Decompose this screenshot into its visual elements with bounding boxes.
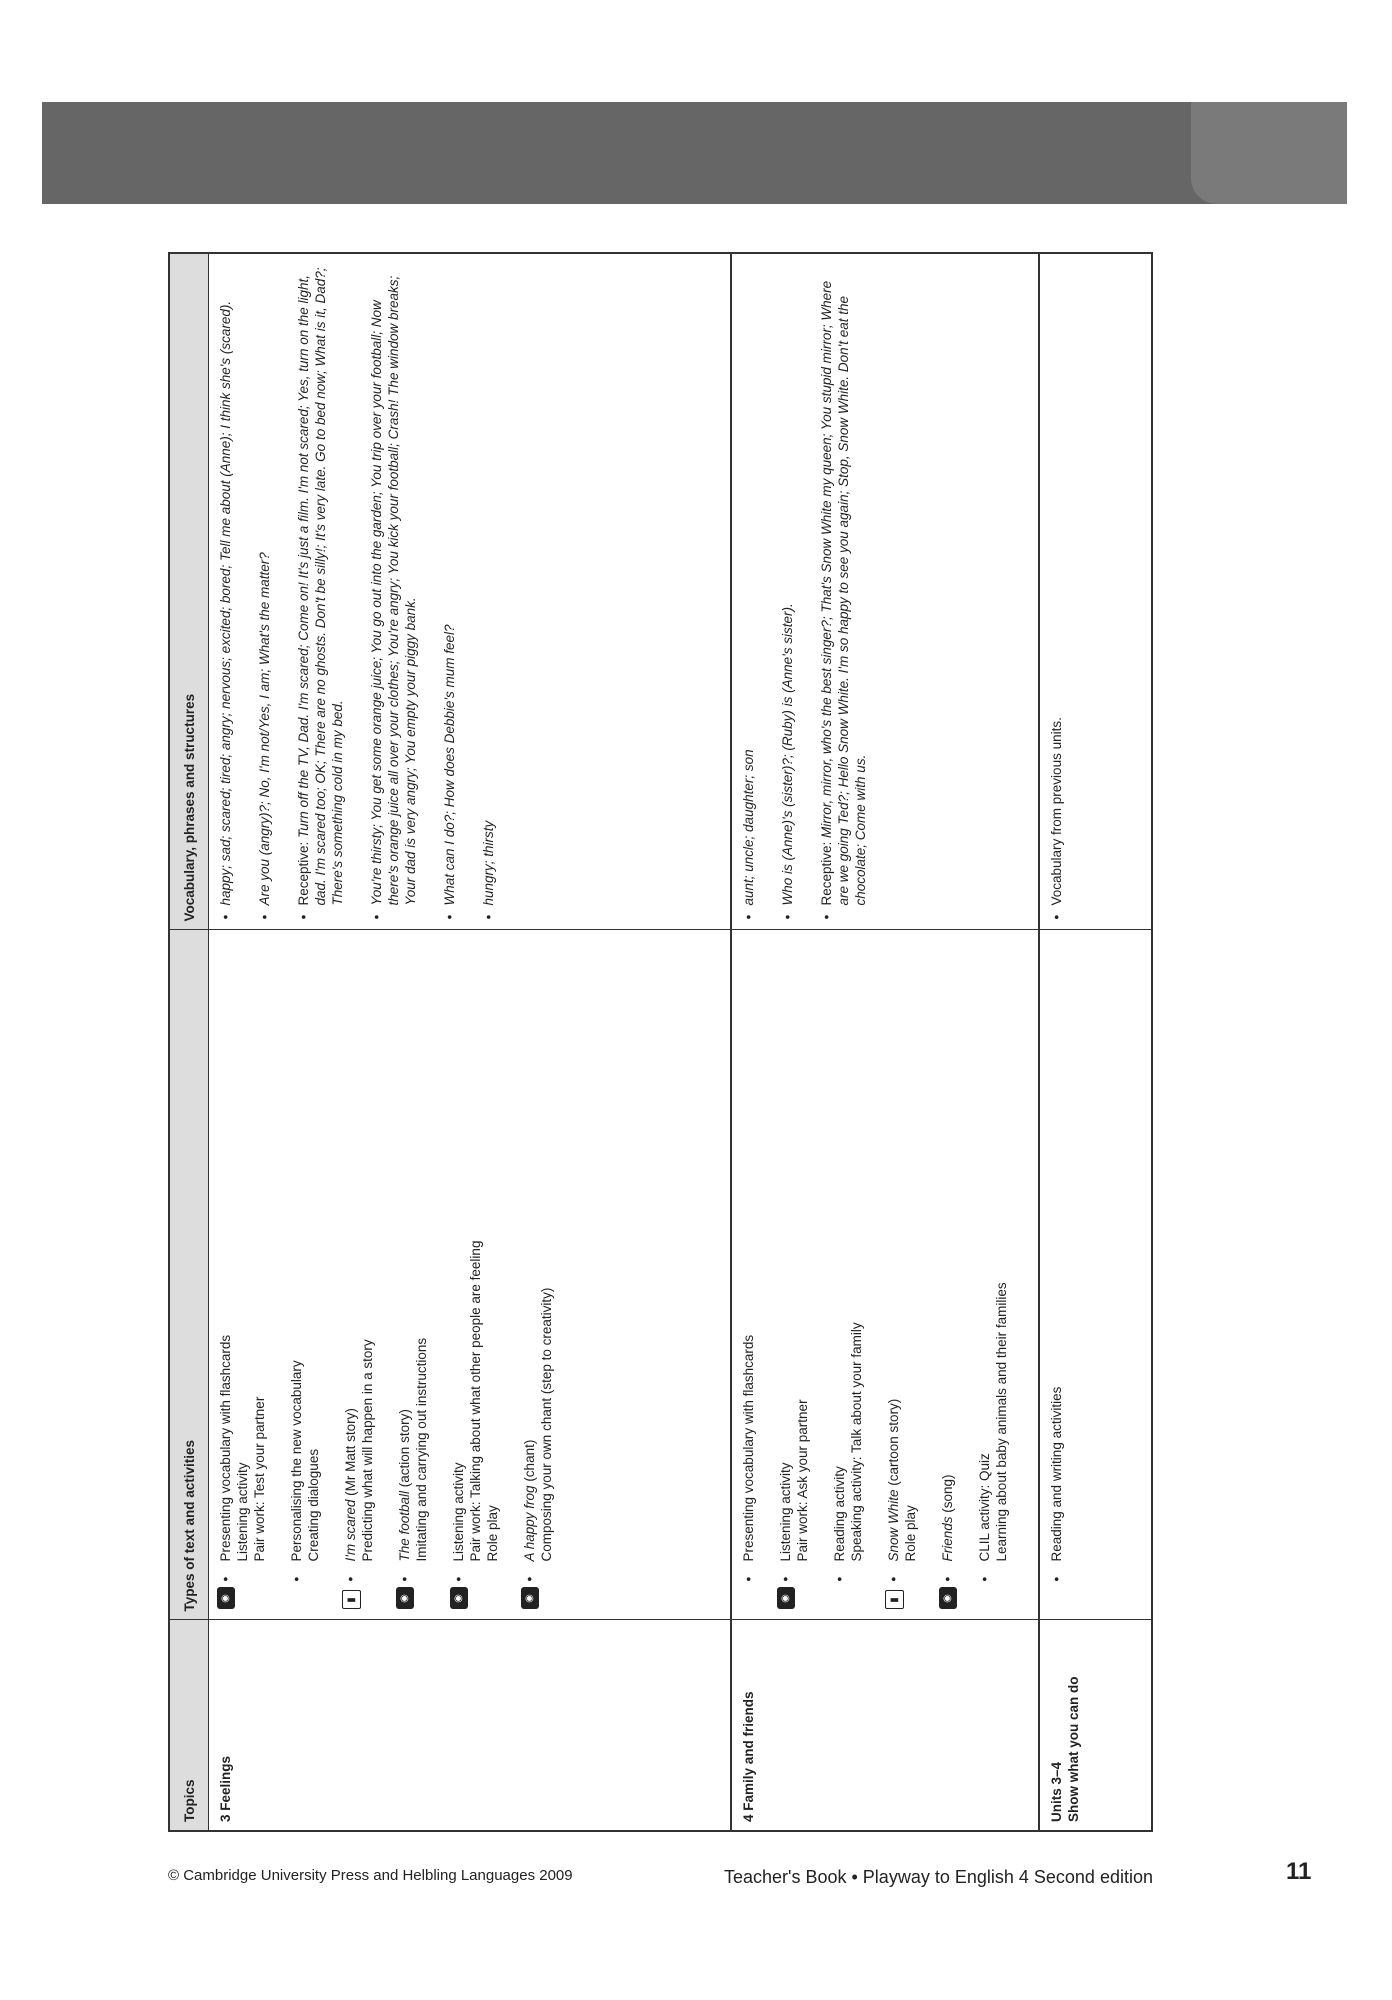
activity-line: Presenting vocabulary with flashcards xyxy=(740,1334,756,1562)
activity-item xyxy=(740,939,757,1612)
activity-item xyxy=(450,939,501,1612)
vocabulary-item: • Who is (Anne)'s (sister)?; (Ruby) is (Anne's sister). xyxy=(779,262,796,922)
activity-line: Pair work: Talking about what other people are feeling xyxy=(468,1240,483,1562)
cd-icon: ◉ xyxy=(777,1588,795,1610)
vocabulary-item: • Vocabulary from previous units. xyxy=(1048,262,1065,922)
copyright-notice: © Cambridge University Press and Helbling Languages 2009 xyxy=(168,1867,573,1884)
header-activities: Types of text and activities xyxy=(170,930,209,1620)
activity-item xyxy=(1048,939,1065,1612)
cd-icon: ◉ xyxy=(217,1588,235,1610)
book-title: Teacher's Book • Playway to English 4 Second edition xyxy=(724,1867,1153,1887)
cd-icon: ◉ xyxy=(521,1588,539,1610)
header-topics: Topics xyxy=(170,1620,209,1830)
bullet: • xyxy=(343,1576,358,1582)
cd-icon: ◉ xyxy=(939,1588,957,1610)
activity-line: CLIL activity: Quiz xyxy=(976,1453,992,1562)
activity-line: Imitating and carrying out instructions xyxy=(414,1337,429,1562)
activity-title: I'm scared (Mr Matt story) xyxy=(343,1408,358,1562)
vocabulary-cell xyxy=(731,254,1039,930)
activity-line: Personalising the new vocabulary xyxy=(289,1360,304,1562)
syllabus-table-rotated xyxy=(170,254,1151,1830)
activity-item xyxy=(885,939,919,1612)
syllabus-table-frame xyxy=(168,252,1153,1832)
activity-title: A happy frog (chant) xyxy=(522,1439,537,1562)
cd-icon: ◉ xyxy=(396,1588,414,1610)
activity-item xyxy=(288,939,322,1612)
activity-item xyxy=(777,939,811,1612)
activities-cell xyxy=(209,930,731,1620)
activity-item xyxy=(396,939,430,1612)
activity-line: Listening activity xyxy=(451,1462,466,1562)
table-header-row xyxy=(170,254,209,1830)
activity-item xyxy=(521,939,555,1612)
bullet: • xyxy=(976,1576,992,1582)
page-number: 11 xyxy=(1286,1858,1312,1885)
header-band xyxy=(42,102,1347,204)
vocabulary-cell xyxy=(1039,254,1154,930)
activities-cell xyxy=(1039,930,1154,1620)
activity-line: Reading activity xyxy=(831,1466,847,1562)
bullet: • xyxy=(885,1576,901,1582)
activity-line: Creating dialogues xyxy=(306,1448,321,1562)
activities-cell xyxy=(731,930,1039,1620)
bullet: • xyxy=(397,1576,412,1582)
table-row xyxy=(209,254,731,1830)
activity-line: Role play xyxy=(902,1505,918,1562)
bullet: • xyxy=(451,1576,466,1582)
activity-line: Reading and writing activities xyxy=(1048,1386,1064,1562)
bullet: • xyxy=(740,1576,756,1582)
activity-line: Learning about baby animals and their families xyxy=(993,1282,1009,1562)
topic-cell: 3 Feelings xyxy=(209,1620,731,1830)
activity-item xyxy=(831,939,865,1612)
bullet: • xyxy=(777,1576,793,1582)
bullet: • xyxy=(831,1576,847,1582)
activity-line: Composing your own chant (step to creativity) xyxy=(539,1287,554,1562)
header-vocabulary: Vocabulary, phrases and structures xyxy=(170,254,209,930)
table-row xyxy=(731,254,1039,1830)
header-tab xyxy=(1191,102,1347,204)
activity-line: Presenting vocabulary with flashcards xyxy=(218,1334,233,1562)
activity-line: Role play xyxy=(485,1505,500,1562)
vocabulary-item: • hungry; thirsty xyxy=(480,262,497,922)
vocabulary-item: • What can I do?; How does Debbie's mum feel? xyxy=(441,262,458,922)
bullet: • xyxy=(1048,1576,1064,1582)
activity-line: Listening activity xyxy=(777,1462,793,1562)
activity-line: Predicting what will happen in a story xyxy=(360,1339,375,1562)
activity-item xyxy=(342,939,376,1612)
topic-cell: Units 3–4 Show what you can do xyxy=(1039,1620,1154,1830)
activity-item xyxy=(976,939,1010,1612)
activity-item xyxy=(217,939,268,1612)
vocabulary-item: • happy; sad; scared; tired; angry; nervous; excited; bored; Tell me about (Anne); I think she's (scared). xyxy=(217,262,234,922)
activity-title: The football (action story) xyxy=(397,1409,412,1562)
table-row xyxy=(1039,254,1154,1830)
bullet: • xyxy=(522,1576,537,1582)
vocabulary-item: • Receptive: Turn off the TV, Dad. I'm scared; Come on! It's just a film. I'm not scared; Yes, turn on the light, dad. I'm scared too; OK; There are no ghosts. Don't be silly!; It's very late. Go to bed now; What is it, Dad?; There's something cold in my bed. xyxy=(295,262,346,922)
vocabulary-item: • aunt; uncle; daughter; son xyxy=(740,262,757,922)
vocabulary-item: • Are you (angry)?; No, I'm not/Yes, I am; What's the matter? xyxy=(256,262,273,922)
activity-title: Snow White (cartoon story) xyxy=(885,1398,901,1562)
activity-line: Listening activity xyxy=(235,1462,250,1562)
vocabulary-cell xyxy=(209,254,731,930)
bullet: • xyxy=(218,1576,233,1582)
book-icon: ▮ xyxy=(342,1591,361,1610)
vocabulary-item: • Receptive: Mirror, mirror, who's the best singer?; That's Snow White my queen; You stupid mirror; Where are we going Ted?; Hello Snow White. I'm so happy to see you again; Stop, Snow White. Don't eat the chocolate; Come with us. xyxy=(818,262,869,922)
activity-line: Pair work: Ask your partner xyxy=(794,1399,810,1562)
cd-icon: ◉ xyxy=(450,1588,468,1610)
topic-cell: 4 Family and friends xyxy=(731,1620,1039,1830)
activity-line: Speaking activity: Talk about your family xyxy=(848,1322,864,1562)
vocabulary-item: • You're thirsty; You get some orange juice; You go out into the garden; You trip over your football; Now there's orange juice all over your clothes; You're angry; You kick your football; Crash! The window breaks; Your dad is very angry; You empty your piggy bank. xyxy=(368,262,419,922)
activity-line: Pair work: Test your partner xyxy=(252,1396,267,1562)
syllabus-table xyxy=(170,254,1153,1830)
bullet: • xyxy=(289,1576,304,1582)
bullet: • xyxy=(939,1576,955,1582)
activity-item xyxy=(939,939,956,1612)
book-icon: ▮ xyxy=(885,1591,904,1610)
activity-title: Friends (song) xyxy=(939,1474,955,1562)
